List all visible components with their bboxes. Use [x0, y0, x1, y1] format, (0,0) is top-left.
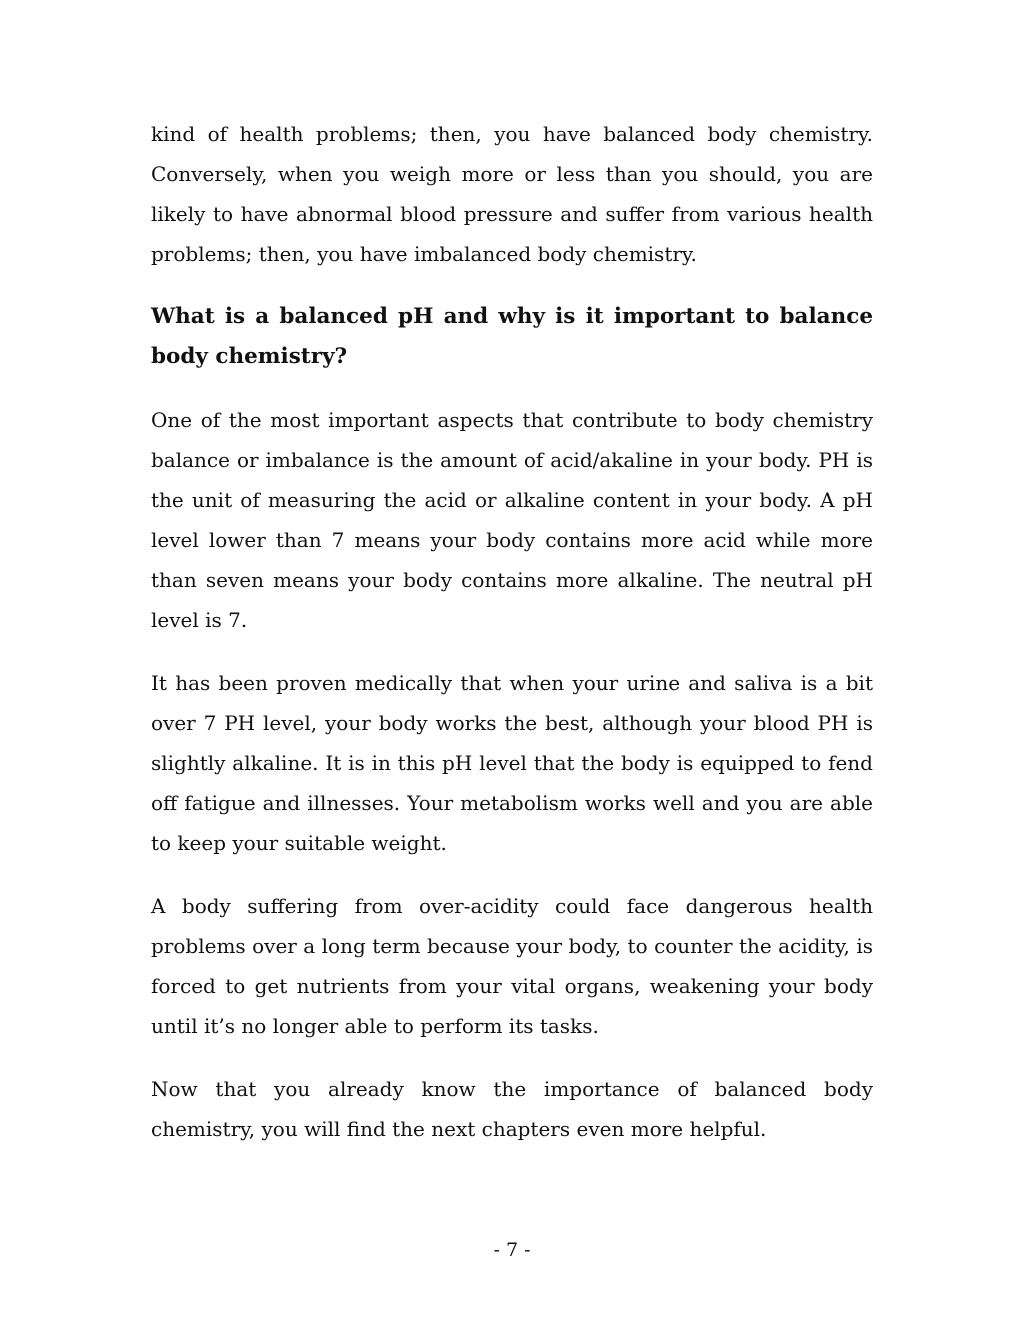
page-number: - 7 - [493, 1239, 531, 1261]
section-heading: What is a balanced pH and why is it important to balance body chemistry? [151, 304, 873, 369]
paragraph-over-acidity: A body suffering from over-acidity could face dangerous health problems over a long term because your body, to counter the acidity, is forced to get nutrients from your vital organs, weakening your body until it’s no longer able to perform its tasks. [151, 894, 873, 1038]
paragraph-conclusion: Now that you already know the importance of balanced body chemistry, you will find the next chapters even more helpful. [151, 1077, 873, 1141]
paragraph-ph-medical: It has been proven medically that when your urine and saliva is a bit over 7 PH level, your body works the best, although your blood PH is slightly alkaline. It is in this pH level that the body is equipped to fend off fatigue and illnesses. Your metabolism works well and you are able to keep your suitable weight. [151, 671, 873, 855]
paragraph-ph-definition: One of the most important aspects that contribute to body chemistry balance or imbalance is the amount of acid/akaline in your body. PH is the unit of measuring the acid or alkaline content in your body. A pH level lower than 7 means your body contains more acid while more than seven means your body contains more alkaline. The neutral pH level is 7. [151, 408, 873, 632]
paragraph-intro-continued: kind of health problems; then, you have balanced body chemistry. Conversely, when you weigh more or less than you should, you are likely to have abnormal blood pressure and suffer from various health problems; then, you have imbalanced body chemistry. [151, 122, 873, 266]
page-content [151, 114, 873, 1172]
